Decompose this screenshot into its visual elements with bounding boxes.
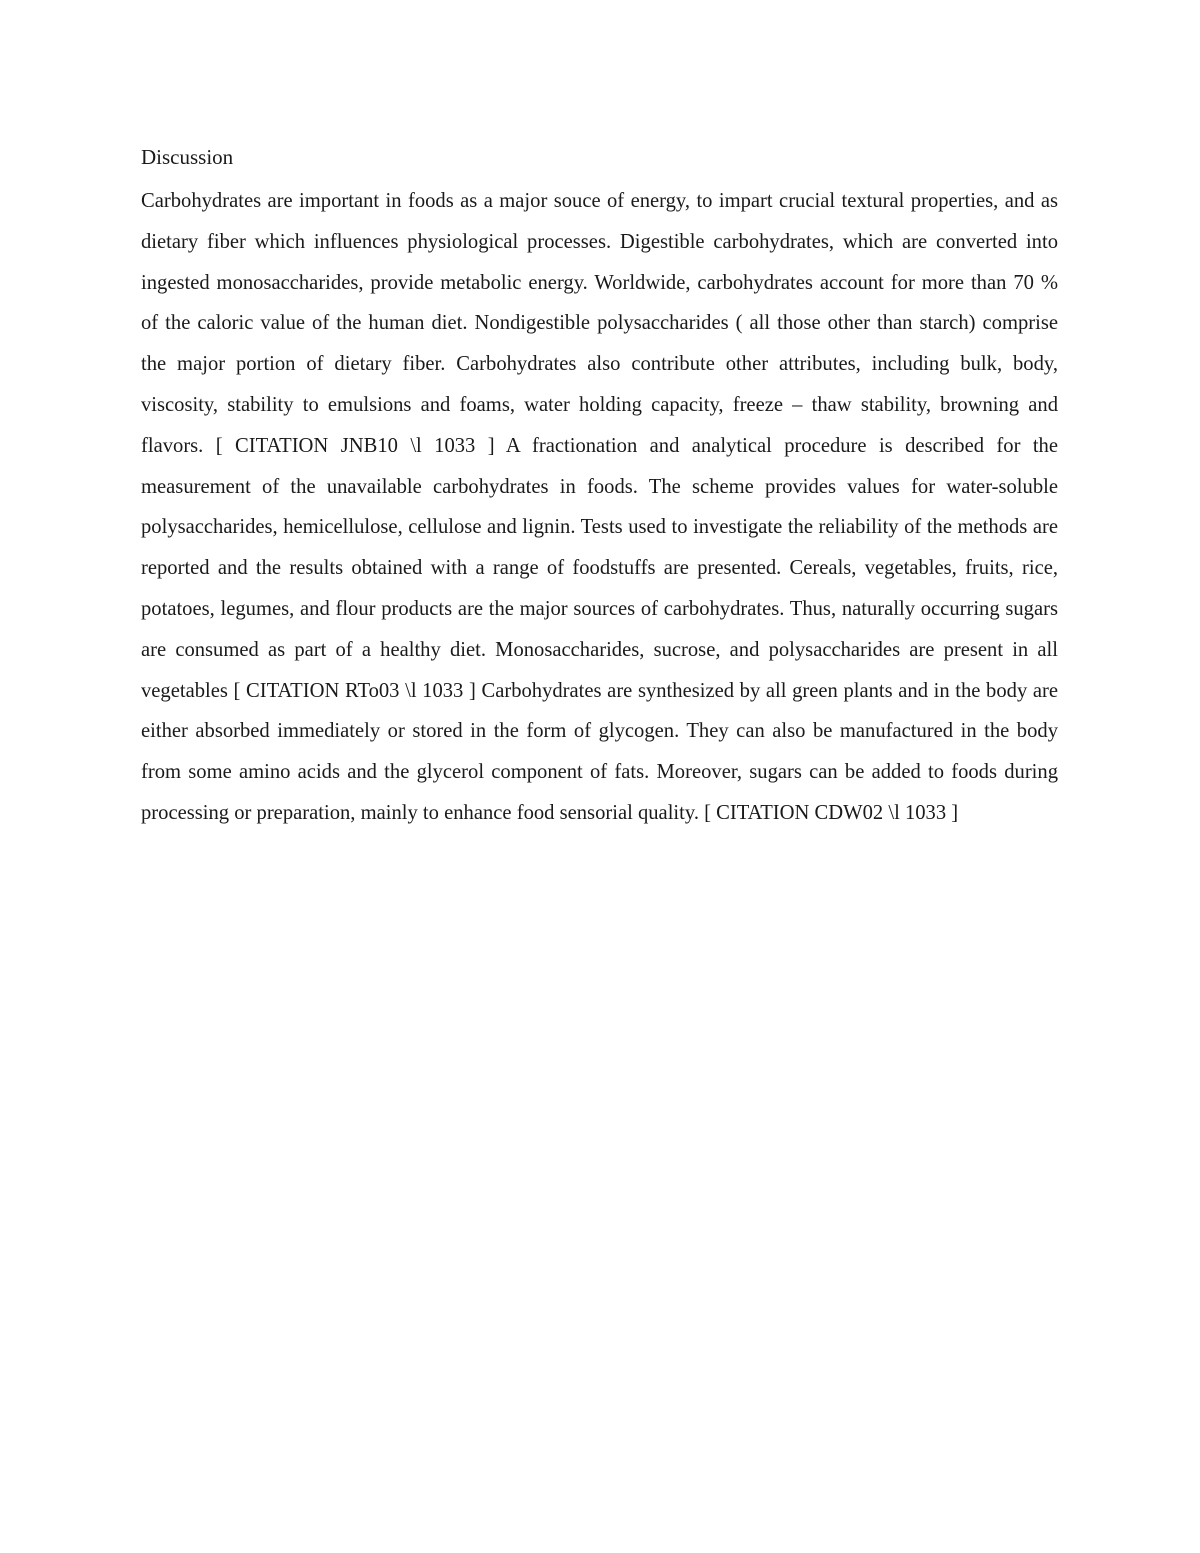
document-content: [141, 140, 1058, 834]
section-heading: Discussion: [141, 145, 234, 169]
body-paragraph: Carbohydrates are important in foods as a major souce of energy, to impart crucial textural properties, and as dietary fiber which influences physiological processes. Digestible carbohydrates, which are converted into ingested monosaccharides, provide metabolic energy. Worldwide, carbohydrates account for more than 70 % of the caloric value of the human diet. Nondigestible polysaccharides ( all those other than starch) comprise the major portion of dietary fiber. Carbohydrates also contribute other attributes, including bulk, body, viscosity, stability to emulsions and foams, water holding capacity, freeze – thaw stability, browning and flavors. [ CITATION JNB10 \l 1033 ] A fractionation and analytical procedure is described for the measurement of the unavailable carbohydrates in foods. The scheme provides values for water-soluble polysaccharides, hemicellulose, cellulose and lignin. Tests used to investigate the reliability of the methods are reported and the results obtained with a range of foodstuffs are presented. Cereals, vegetables, fruits, rice, potatoes, legumes, and flour products are the major sources of carbohydrates. Thus, naturally occurring sugars are consumed as part of a healthy diet. Monosaccharides, sucrose, and polysaccharides are present in all vegetables [ CITATION RTo03 \l 1033 ] Carbohydrates are synthesized by all green plants and in the body are either absorbed immediately or stored in the form of glycogen. They can also be manufactured in the body from some amino acids and the glycerol component of fats. Moreover, sugars can be added to foods during processing or preparation, mainly to enhance food sensorial quality. [ CITATION CDW02 \l 1033 ]: [141, 190, 1058, 824]
